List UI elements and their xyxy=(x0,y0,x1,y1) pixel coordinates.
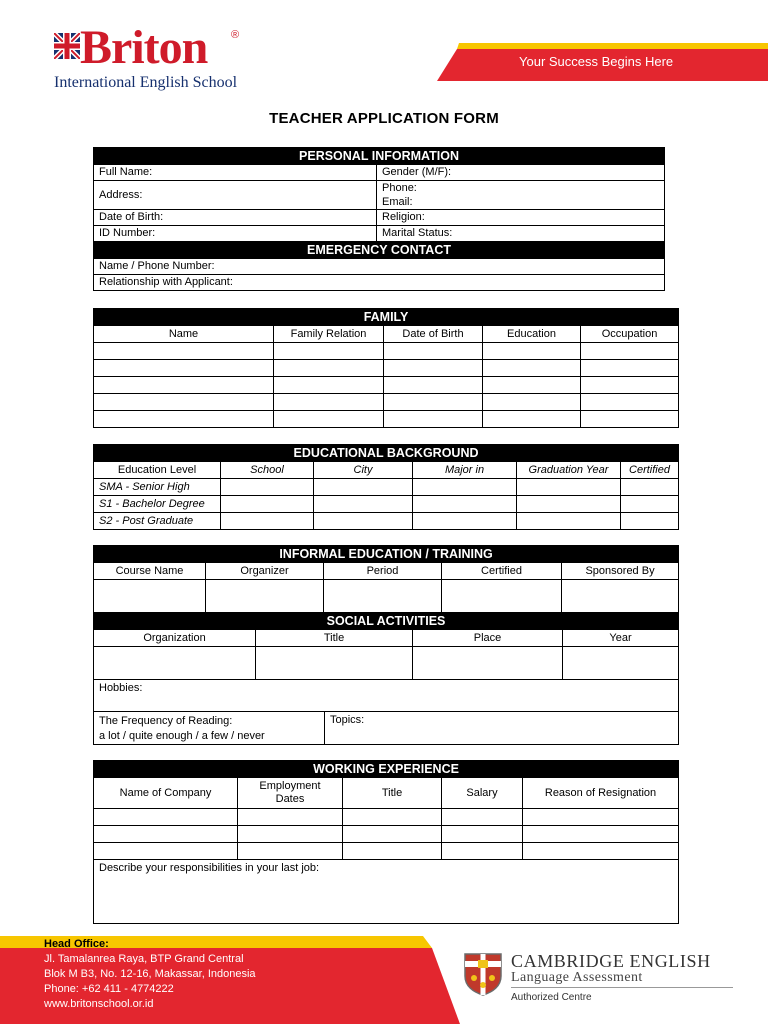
table-cell[interactable] xyxy=(343,843,442,860)
table-cell[interactable] xyxy=(517,513,621,530)
table-cell[interactable] xyxy=(413,479,517,496)
cambridge-crest-icon xyxy=(463,952,503,996)
column-header: Course Name xyxy=(94,563,206,580)
column-header: Place xyxy=(413,630,563,647)
family-table xyxy=(93,308,679,428)
column-header: Date of Birth xyxy=(384,326,483,343)
column-header: Major in xyxy=(413,462,517,479)
cambridge-english-logo: CAMBRIDGE ENGLISH xyxy=(511,951,711,971)
column-header: Graduation Year xyxy=(517,462,621,479)
table-cell[interactable] xyxy=(94,360,274,377)
table-cell[interactable] xyxy=(343,826,442,843)
table-cell[interactable] xyxy=(483,411,581,428)
responsibilities-field[interactable]: Describe your responsibilities in your last job: xyxy=(94,860,679,924)
table-cell[interactable] xyxy=(274,343,384,360)
column-header: Name xyxy=(94,326,274,343)
table-cell[interactable] xyxy=(94,343,274,360)
table-cell[interactable] xyxy=(483,360,581,377)
column-header: Certified xyxy=(621,462,679,479)
table-cell[interactable] xyxy=(324,580,442,613)
section-heading: SOCIAL ACTIVITIES xyxy=(94,613,679,630)
id-number-field[interactable]: ID Number: xyxy=(94,226,377,242)
table-cell[interactable] xyxy=(221,479,314,496)
table-cell[interactable] xyxy=(274,411,384,428)
education-level-label: SMA - Senior High xyxy=(94,479,221,496)
column-header: Organization xyxy=(94,630,256,647)
table-cell[interactable] xyxy=(581,411,679,428)
table-row xyxy=(94,826,679,843)
training-table xyxy=(93,545,679,613)
column-header: Reason of Resignation xyxy=(523,778,679,809)
social-activities-table xyxy=(93,612,679,712)
reading-frequency-field[interactable] xyxy=(94,712,325,745)
table-cell[interactable] xyxy=(384,394,483,411)
table-cell[interactable] xyxy=(581,360,679,377)
table-cell[interactable] xyxy=(517,496,621,513)
table-row xyxy=(94,394,679,411)
full-name-field[interactable]: Full Name: xyxy=(94,165,377,181)
column-header: Title xyxy=(256,630,413,647)
table-row xyxy=(94,496,679,513)
tagline-text: Your Success Begins Here xyxy=(519,54,674,69)
table-cell[interactable] xyxy=(221,496,314,513)
table-cell[interactable] xyxy=(314,496,413,513)
table-cell[interactable] xyxy=(384,343,483,360)
column-header: Education xyxy=(483,326,581,343)
table-cell[interactable] xyxy=(442,580,562,613)
column-header: Occupation xyxy=(581,326,679,343)
table-cell[interactable] xyxy=(413,647,563,680)
page-title: TEACHER APPLICATION FORM xyxy=(269,110,499,127)
footer-address-line: Blok M B3, No. 12-16, Makassar, Indonesia xyxy=(44,968,256,980)
education-level-label: S2 - Post Graduate xyxy=(94,513,221,530)
table-cell[interactable] xyxy=(274,377,384,394)
registered-mark: ® xyxy=(231,29,240,41)
column-header: Title xyxy=(343,778,442,809)
table-row xyxy=(94,479,679,496)
table-cell[interactable] xyxy=(238,843,343,860)
table-cell[interactable] xyxy=(94,843,238,860)
table-cell[interactable] xyxy=(523,826,679,843)
table-cell[interactable] xyxy=(483,394,581,411)
table-cell[interactable] xyxy=(562,580,679,613)
table-cell[interactable] xyxy=(621,479,679,496)
column-header: School xyxy=(221,462,314,479)
section-heading: INFORMAL EDUCATION / TRAINING xyxy=(94,546,679,563)
gender-field[interactable]: Gender (M/F): xyxy=(377,165,665,181)
table-cell[interactable] xyxy=(221,513,314,530)
reading-table xyxy=(93,711,679,745)
table-row xyxy=(94,360,679,377)
table-cell[interactable] xyxy=(94,809,238,826)
table-cell[interactable] xyxy=(442,843,523,860)
table-cell[interactable] xyxy=(94,580,206,613)
column-header: Year xyxy=(563,630,679,647)
marital-status-field[interactable]: Marital Status: xyxy=(377,226,665,242)
table-cell[interactable] xyxy=(94,411,274,428)
table-cell[interactable] xyxy=(581,377,679,394)
reading-frequency-options: a lot / quite enough / a few / never xyxy=(99,730,265,742)
union-jack-icon xyxy=(54,33,80,59)
table-cell[interactable] xyxy=(314,513,413,530)
table-cell[interactable] xyxy=(621,513,679,530)
authorized-centre-label: Authorized Centre xyxy=(511,992,592,1003)
working-experience-table xyxy=(93,760,679,924)
table-cell[interactable] xyxy=(413,496,517,513)
column-header: City xyxy=(314,462,413,479)
table-cell[interactable] xyxy=(523,809,679,826)
table-cell[interactable] xyxy=(581,343,679,360)
footer-address-line: Jl. Tamalanrea Raya, BTP Grand Central xyxy=(44,953,244,965)
table-row xyxy=(94,843,679,860)
table-cell[interactable] xyxy=(206,580,324,613)
table-cell[interactable] xyxy=(483,377,581,394)
table-cell[interactable] xyxy=(442,826,523,843)
table-row xyxy=(94,411,679,428)
table-row xyxy=(94,513,679,530)
address-field[interactable]: Address: xyxy=(94,181,377,210)
table-cell[interactable] xyxy=(581,394,679,411)
table-row xyxy=(94,809,679,826)
table-row xyxy=(94,343,679,360)
table-cell[interactable] xyxy=(94,394,274,411)
table-cell[interactable] xyxy=(523,843,679,860)
table-row xyxy=(94,377,679,394)
divider xyxy=(511,987,733,988)
table-cell[interactable] xyxy=(343,809,442,826)
table-cell[interactable] xyxy=(442,809,523,826)
religion-field[interactable]: Religion: xyxy=(377,210,665,226)
cambridge-subtitle: Language Assessment xyxy=(511,970,643,985)
table-cell[interactable] xyxy=(413,513,517,530)
column-header: Name of Company xyxy=(94,778,238,809)
table-cell[interactable] xyxy=(384,360,483,377)
column-header: Salary xyxy=(442,778,523,809)
section-heading: EMERGENCY CONTACT xyxy=(94,242,665,259)
education-table xyxy=(93,444,679,530)
table-cell[interactable] xyxy=(384,411,483,428)
logo-subtitle: International English School xyxy=(54,74,238,91)
column-header: Education Level xyxy=(94,462,221,479)
column-header: Sponsored By xyxy=(562,563,679,580)
phone-email-field[interactable] xyxy=(377,181,665,210)
table-cell[interactable] xyxy=(94,647,256,680)
personal-information-table xyxy=(93,147,665,291)
table-cell[interactable] xyxy=(256,647,413,680)
footer-website-link[interactable]: www.britonschool.or.id xyxy=(44,998,154,1010)
logo-wordmark: Briton xyxy=(80,21,208,74)
table-cell[interactable] xyxy=(384,377,483,394)
section-heading: FAMILY xyxy=(94,309,679,326)
table-row xyxy=(94,647,679,680)
table-row xyxy=(94,580,679,613)
table-cell[interactable] xyxy=(563,647,679,680)
table-cell[interactable] xyxy=(94,377,274,394)
table-cell[interactable] xyxy=(314,479,413,496)
section-heading: EDUCATIONAL BACKGROUND xyxy=(94,445,679,462)
column-header: Family Relation xyxy=(274,326,384,343)
emergency-name-phone-field[interactable]: Name / Phone Number: xyxy=(94,259,665,275)
table-cell[interactable] xyxy=(274,360,384,377)
column-header: Employment Dates xyxy=(238,778,343,809)
table-cell[interactable] xyxy=(238,809,343,826)
table-cell[interactable] xyxy=(238,826,343,843)
topics-field[interactable]: Topics: xyxy=(325,712,679,745)
section-heading: PERSONAL INFORMATION xyxy=(94,148,665,165)
column-header: Certified xyxy=(442,563,562,580)
table-cell[interactable] xyxy=(274,394,384,411)
date-of-birth-field[interactable]: Date of Birth: xyxy=(94,210,377,226)
footer-head-office-title: Head Office: xyxy=(44,938,109,950)
hobbies-field[interactable]: Hobbies: xyxy=(94,680,679,712)
table-cell[interactable] xyxy=(621,496,679,513)
email-label: Email: xyxy=(382,196,413,208)
table-cell[interactable] xyxy=(483,343,581,360)
phone-label: Phone: xyxy=(382,182,417,194)
section-heading: WORKING EXPERIENCE xyxy=(94,761,679,778)
footer-phone: Phone: +62 411 - 4774222 xyxy=(44,983,174,995)
emergency-relationship-field[interactable]: Relationship with Applicant: xyxy=(94,275,665,291)
column-header: Period xyxy=(324,563,442,580)
reading-frequency-label: The Frequency of Reading: xyxy=(99,715,233,727)
table-cell[interactable] xyxy=(517,479,621,496)
column-header: Organizer xyxy=(206,563,324,580)
table-cell[interactable] xyxy=(94,826,238,843)
education-level-label: S1 - Bachelor Degree xyxy=(94,496,221,513)
